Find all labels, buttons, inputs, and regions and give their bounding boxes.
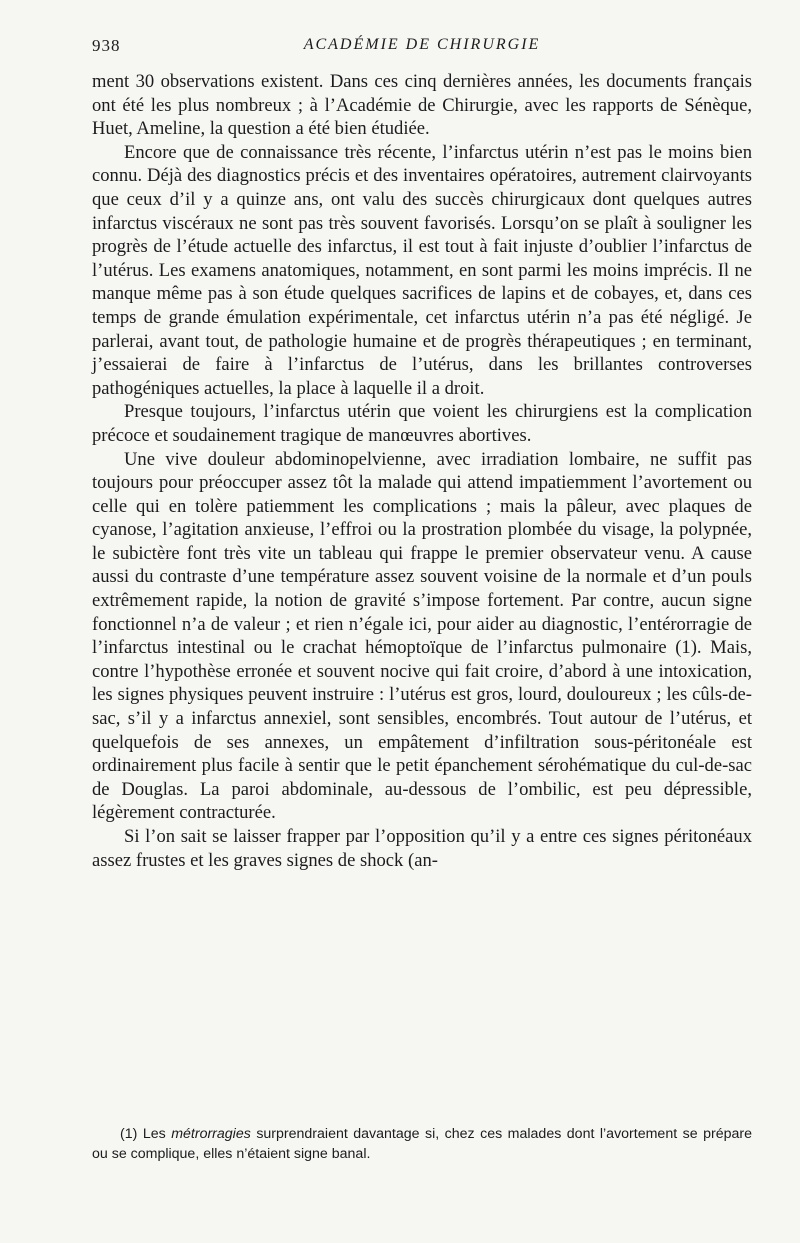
body-text [92,70,752,872]
footnote-emphasis: métrorragies [171,1126,251,1142]
paragraph-continuation: ment 30 observations existent. Dans ces cinq dernières années, les documents français ont été les plus nombreux ; à l’Académie de Chirurgie, avec les rapports de Sénèque, Huet, Ameline, la question a été bien étudiée. [92,71,752,140]
paragraph-symptoms: Une vive douleur abdominopelvienne, avec irradiation lombaire, ne suffit pas toujours pour préoccuper assez tôt la malade qui attend impatiemment l’avortement ou celle qui en tolère patiemment les complications ; mais la pâleur, avec plaques de cyanose, l’agitation anxieuse, l’effroi ou la prostration plombée du visage, la polypnée, le subictère font très vite un tableau qui frappe le premier observateur venu. A cause aussi du contraste d’une température assez souvent voisine de la normale et d’un pouls extrêmement rapide, la notion de gravité s’impose fortement. Par contre, aucun signe fonctionnel n’a de valeur ; et rien n’égale ici, pour aider au diagnostic, l’entérorragie de l’infarctus intestinal ou le crachat hémoptoïque de l’infarctus pulmonaire (1). Mais, contre l’hypothèse erronée et souvent nocive qui fait croire, d’abord à une intoxication, les signes physiques peuvent instruire : l’utérus est gros, lourd, douloureux ; les cûls-de-sac, s’il y a infarctus annexiel, sont sensibles, encombrés. Tout autour de l’utérus, et quelquefois de ses annexes, un empâtement d’infiltration sous-péritonéale est ordinairement plus facile à sentir que le petit épanchement sérohématique du cul-de-sac de Douglas. La paroi abdominale, au-dessous de l’ombilic, est peu dépressible, légèrement contracturée. [92,448,752,824]
footnote-text: surprendraient davantage si, chez ces malades dont l’avortement se prépare ou se complique, elles n’étaient signe banal. [92,1126,752,1162]
footnote-marker: (1) Les [120,1126,166,1142]
footnote [92,1124,752,1164]
running-title: ACADÉMIE DE CHIRURGIE [303,36,541,53]
paragraph-opposition: Si l’on sait se laisser frapper par l’opposition qu’il y a entre ces signes péritonéaux assez frustes et les graves signes de shock (an- [92,826,752,871]
page-header [92,36,752,60]
paragraph-infarctus-uterin: Encore que de connaissance très récente, l’infarctus utérin n’est pas le moins bien connu. Déjà des diagnostics précis et des inventaires opératoires, autrement clairvoyants que ceux d’il y a quinze ans, ont valu des succès chirurgicaux dont quelques autres infarctus viscéraux ne sont pas très souvent favorisés. Lorsqu’on se plaît à souligner les progrès de l’étude actuelle des infarctus, il est tout à fait injuste d’oublier l’infarctus de l’utérus. Les examens anatomiques, notamment, en sont parmi les moins imprécis. Il ne manque même pas à son étude quelques sacrifices de lapins et de cobayes, et, dans ces temps de grande émulation expérimentale, cet infarctus utérin n’a pas été négligé. Je parlerai, avant tout, de pathologie humaine et de progrès thérapeutiques ; en terminant, j’essaierai de faire à l’infarctus de l’utérus, dans les brillantes controverses pathogéniques actuelles, la place à laquelle il a droit. [92,141,752,399]
paragraph-complication: Presque toujours, l’infarctus utérin que voient les chirurgiens est la complication précoce et soudainement tragique de manœuvres abortives. [92,401,752,446]
page-number: 938 [92,36,121,55]
